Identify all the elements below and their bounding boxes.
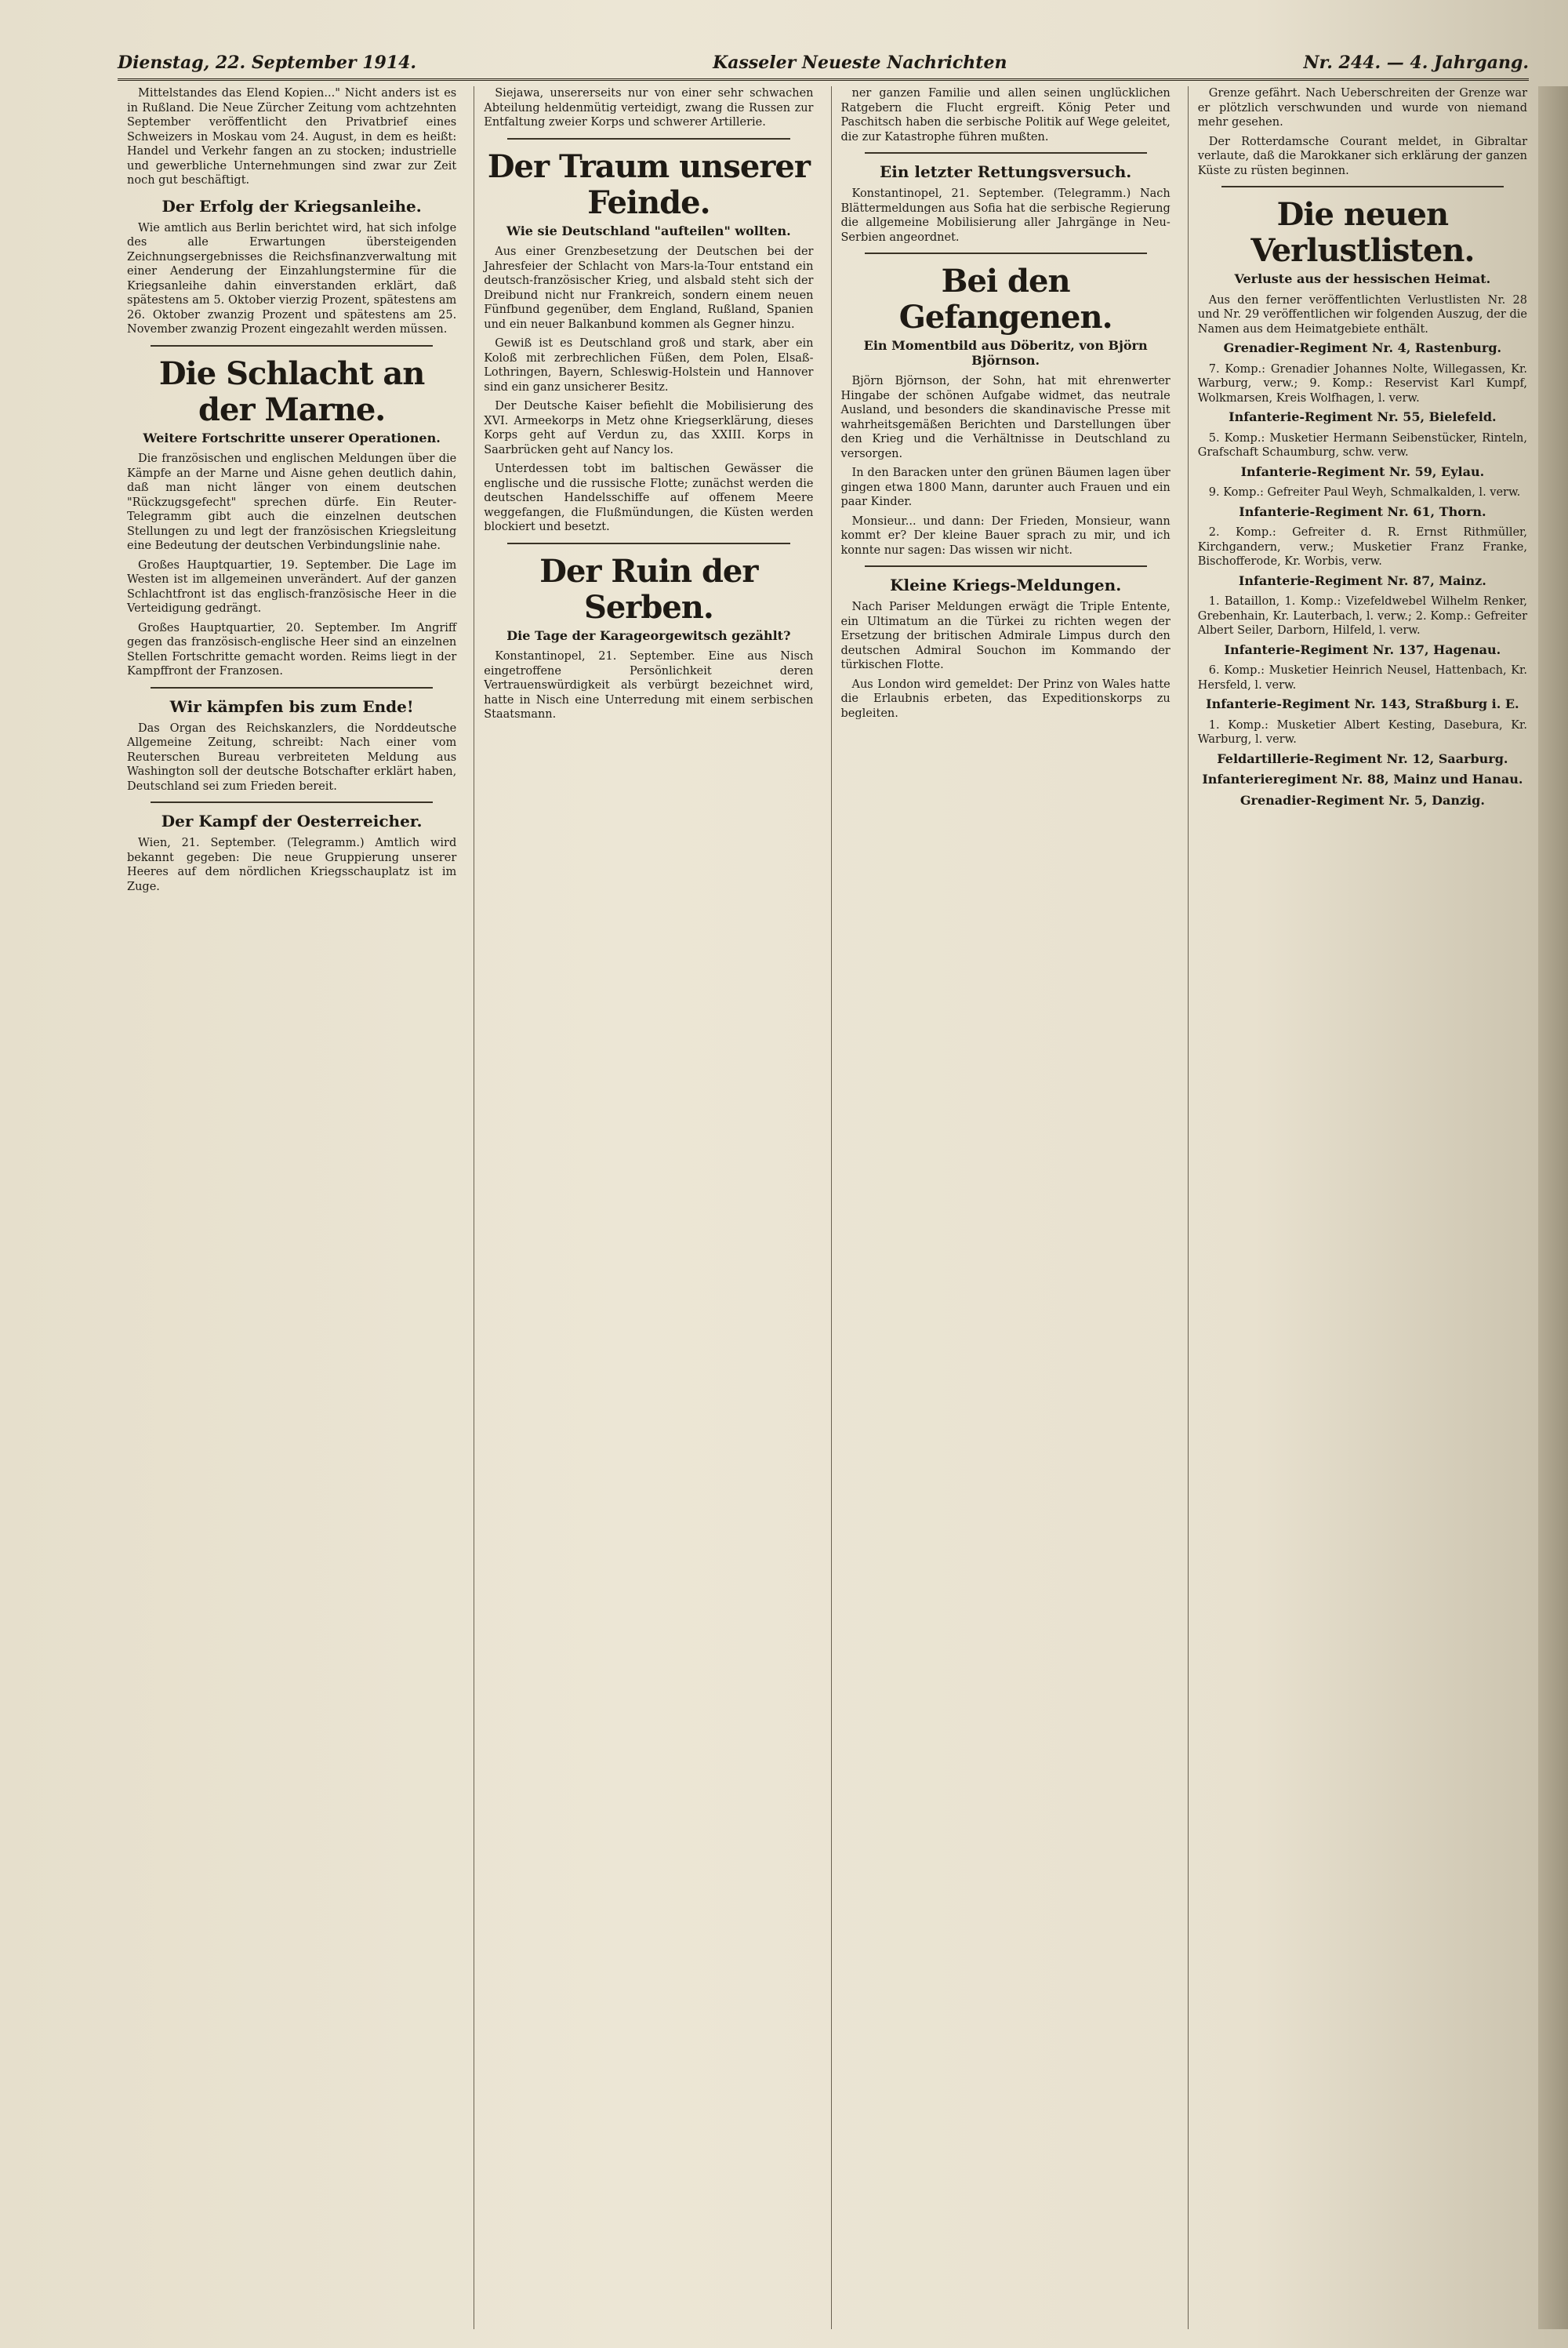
article-text: Nach Pariser Meldungen erwägt die Triple Entente, ein Ultimatum an die Türkei zu richten wegen der Ersetzung der britischen Admirale Limpus durch den deutschen Admiral Souchon im Kommando der türkischen Flotte. (840, 601, 1171, 671)
casualty-entry: 6. Komp.: Musketier Heinrich Neusel, Hattenbach, Kr. Hersfeld, l. verw. (1197, 664, 1527, 692)
subheadline: Die Tage der Karageorgewitsch gezählt? (506, 627, 791, 643)
subheadline: Verluste aus der hessischen Heimat. (1234, 271, 1491, 286)
casualty-entry: 7. Komp.: Grenadier Johannes Nolte, Willegassen, Kr. Warburg, verw.; 9. Komp.: Reservist Karl Kumpf, Wolkmarsen, Kreis Wolfhagen, l. verw. (1197, 362, 1527, 405)
casualty-entry: 5. Komp.: Musketier Hermann Seibenstücker, Rinteln, Grafschaft Schaumburg, schw. verw. (1197, 431, 1527, 459)
divider (151, 345, 433, 347)
column-2 (474, 86, 822, 2329)
issue-date: Dienstag, 22. September 1914. (118, 53, 417, 73)
issue-number: Nr. 244. — 4. Jahrgang. (1303, 53, 1529, 73)
subheadline: Wie sie Deutschland "aufteilen" wollten. (506, 223, 791, 238)
divider (151, 801, 433, 803)
divider (507, 138, 789, 140)
regiment-heading: Feldartillerie-Regiment Nr. 12, Saarburg. (1217, 751, 1508, 766)
article-text: Großes Hauptquartier, 19. September. Die Lage im Westen ist im allgemeinen unverändert. Auf der ganzen Schlachtfront ist das englisch-französische Heer in die Verteidigung gedrängt. (127, 558, 457, 615)
subheadline: Weitere Fortschritte unserer Operationen. (143, 430, 441, 445)
article-text: In den Baracken unter den grünen Bäumen lagen über gingen etwa 1800 Mann, darunter auch Frauen und ein paar Kinder. (840, 467, 1171, 508)
column-4 (1188, 86, 1537, 2329)
article-text: Wie amtlich aus Berlin berichtet wird, hat sich infolge des alle Erwartungen übersteigenden Zeichnungsergebnisses die Reichsfinanzverwaltung mit einer Aenderung der Einzahlungstermine für die Kriegsanleihe dahin einverstanden erklärt, daß spätestens am 5. Oktober vierzig Prozent, spätestens am 26. Oktober zwanzig Prozent und spätestens am 25. November zwanzig Prozent eingezahlt werden müssen. (127, 221, 457, 336)
article-text: Monsieur... und dann: Der Frieden, Monsieur, wann kommt er? Der kleine Bauer sprach zu mir, und ich konnte nur sagen: Das wissen wir nicht. (840, 514, 1171, 557)
article-text: Aus einer Grenzbesetzung der Deutschen bei der Jahresfeier der Schlacht von Mars-la-Tour entstand ein deutsch-französischer Krieg, und alsbald steht sich der Dreibund nicht nur Frankreich, sondern einem neuen Fünfbund gegenüber, dem England, Rußland, Spanien und ein neuer Balkanbund kommen als Gegner hinzu. (484, 245, 814, 331)
article-text: Unterdessen tobt im baltischen Gewässer die englische und die russische Flotte; zunächst werden die deutschen Handelsschiffe auf offenem Meere weggefangen, die Flußmündungen, die Küsten werden blockiert und besetzt. (484, 463, 814, 533)
divider (865, 253, 1147, 254)
divider (865, 565, 1147, 567)
regiment-heading: Infanterie-Regiment Nr. 55, Bielefeld. (1229, 409, 1497, 424)
article-text: Der Rotterdamsche Courant meldet, in Gibraltar verlaute, daß die Marokkaner sich erklärung der ganzen Küste zu rüsten beginnen. (1197, 135, 1527, 177)
adjacent-page-edge (1538, 86, 1568, 2329)
headline-ruin-serben: Der Ruin der Serben. (539, 552, 758, 626)
casualty-entry: 2. Komp.: Gefreiter d. R. Ernst Rithmüller, Kirchgandern, verw.; Musketier Franz Franke, Bischofferode, Kr. Worbis, verw. (1197, 526, 1527, 568)
divider (507, 543, 789, 544)
headline-oesterreicher: Der Kampf der Oesterreicher. (161, 812, 423, 831)
headline-marne: Die Schlacht an der Marne. (158, 354, 425, 428)
headline-kaempfen: Wir kämpfen bis zum Ende! (169, 696, 414, 716)
article-continuation: ner ganzen Familie und allen seinen unglücklichen Ratgebern die Flucht ergreift. König Peter und Paschitsch haben die serbische Politik auf Wege geleitet, die zur Katastrophe führen mußten. (840, 87, 1171, 144)
headline-kriegsmeldungen: Kleine Kriegs-Meldungen. (890, 576, 1122, 594)
subheadline: Ein Momentbild aus Döberitz, von Björn Björnson. (863, 338, 1148, 368)
divider (1221, 186, 1504, 187)
article-continuation: Siejawa, unsererseits nur von einer sehr schwachen Abteilung heldenmütig verteidigt, zwang die Russen zur Entfaltung zweier Korps und schwerer Artillerie. (484, 87, 814, 129)
regiment-heading: Infanterie-Regiment Nr. 143, Straßburg i. E. (1206, 696, 1519, 711)
headline-verlustlisten: Die neuen Verlustlisten. (1250, 196, 1475, 269)
casualty-entry: 1. Bataillon, 1. Komp.: Vizefeldwebel Wilhelm Renker, Grebenhain, Kr. Lauterbach, l. verw.; 2. Komp.: Gefreiter Albert Seiler, Darborn, Hilfeld, l. verw. (1197, 595, 1527, 637)
headline-gefangenen: Bei den Gefangenen. (898, 263, 1112, 336)
paper-title: Kasseler Neueste Nachrichten (713, 53, 1007, 73)
article-continuation: Mittelstandes das Elend Kopien..." Nicht anders ist es in Rußland. Die Neue Zürcher Zeitung vom achtzehnten September veröffentlicht den Privatbrief eines Schweizers in Moskau vom 24. August, in dem es heißt: Handel und Verkehr fangen an zu stocken; industrielle und gewerbliche Unternehmungen sind zwar zur Zeit noch gut beschäftigt. (127, 87, 457, 187)
regiment-heading: Infanterie-Regiment Nr. 87, Mainz. (1238, 572, 1486, 588)
regiment-heading: Infanterie-Regiment Nr. 137, Hagenau. (1224, 642, 1501, 657)
headline-traum: Der Traum unserer Feinde. (487, 147, 810, 221)
article-continuation: Grenze gefährt. Nach Ueberschreiten der Grenze war er plötzlich verschwunden und wurde von niemand mehr gesehen. (1197, 87, 1527, 129)
column-3 (831, 86, 1180, 2329)
article-text: Großes Hauptquartier, 20. September. Im Angriff gegen das französisch-englische Heer sind an einzelnen Stellen Fortschritte gemacht worden. Reims liegt in der Kampffront der Franzosen. (127, 621, 457, 678)
casualty-entry: 1. Komp.: Musketier Albert Kesting, Dasebura, Kr. Warburg, l. verw. (1197, 718, 1527, 746)
article-text: Der Deutsche Kaiser befiehlt die Mobilisierung des XVI. Armeekorps in Metz ohne Kriegserklärung, dieses Korps geht auf Verdun zu, das XXIII. Korps in Saarbrücken geht auf Nancy los. (484, 400, 814, 456)
article-text: Gewiß ist es Deutschland groß und stark, aber ein Koloß mit zerbrechlichen Füßen, dem Polen, Elsaß-Lothringen, Bayern, Schleswig-Holstein und Hannover sind ein ganz unsicherer Besitz. (484, 337, 814, 394)
divider (865, 152, 1147, 154)
article-text: Das Organ des Reichskanzlers, die Norddeutsche Allgemeine Zeitung, schreibt: Nach einer vom Reuterschen Bureau verbreiteten Meldung aus Washington soll der deutsche Botschafter erklärt haben, Deutschland sei zum Frieden bereit. (127, 721, 457, 793)
regiment-heading: Grenadier-Regiment Nr. 4, Rastenburg. (1223, 340, 1502, 355)
article-text: Konstantinopel, 21. September. Eine aus Nisch eingetroffene Persönlichkeit deren Vertrauenswürdigkeit als verbürgt bezeichnet wird, hatte in Nisch eine Unterredung mit einem serbischen Staatsmann. (484, 650, 814, 721)
article-text: Konstantinopel, 21. September. (Telegramm.) Nach Blättermeldungen aus Sofia hat die serbische Regierung die allgemeine Mobilisierung aller Jahrgänge in Neu-Serbien angeordnet. (840, 187, 1171, 244)
article-text: Wien, 21. September. (Telegramm.) Amtlich wird bekannt gegeben: Die neue Gruppierung unserer Heeres auf dem nördlichen Kriegsschauplatz ist im Zuge. (127, 837, 457, 893)
regiment-heading: Infanterieregiment Nr. 88, Mainz und Hanau. (1202, 772, 1523, 787)
casualty-entry: 9. Komp.: Gefreiter Paul Weyh, Schmalkalden, l. verw. (1208, 486, 1521, 499)
regiment-heading: Infanterie-Regiment Nr. 61, Thorn. (1239, 503, 1486, 519)
article-text: Björn Björnson, der Sohn, hat mit ehrenwerter Hingabe der schönen Aufgabe widmet, das neutrale Ausland, und besonders die skandinavische Presse mit wahrheitsgemäßen Berichten und Darstellungen über den Krieg und die Verhältnisse in Deutschland zu versorgen. (840, 375, 1171, 460)
headline-kriegsanleihe: Der Erfolg der Kriegsanleihe. (162, 196, 422, 216)
divider (151, 687, 433, 689)
column-1 (118, 86, 466, 2329)
columns (118, 86, 1537, 2329)
regiment-heading: Grenadier-Regiment Nr. 5, Danzig. (1240, 792, 1485, 808)
article-text: Aus den ferner veröffentlichten Verlustlisten Nr. 28 und Nr. 29 veröffentlichen wir folgenden Auszug, der die Namen aus dem Heimatgebiete enthält. (1197, 293, 1527, 336)
headline-rettungsversuch: Ein letzter Rettungsversuch. (880, 162, 1132, 181)
article-text: Aus London wird gemeldet: Der Prinz von Wales hatte die Erlaubnis erbeten, das Expeditionskorps zu begleiten. (840, 678, 1171, 720)
masthead (118, 47, 1529, 81)
regiment-heading: Infanterie-Regiment Nr. 59, Eylau. (1240, 463, 1485, 479)
article-text: Die französischen und englischen Meldungen über die Kämpfe an der Marne und Aisne gehen deutlich dahin, daß man nicht länger von einem deutschen "Rückzugsgefecht" sprechen dürfe. Ein Reuter-Telegramm gibt auch die einzelnen deutschen Stellungen zu und legt der französischen Kriegsleitung eine Bedeutung der deutschen Verbindungslinie nahe. (127, 453, 457, 552)
